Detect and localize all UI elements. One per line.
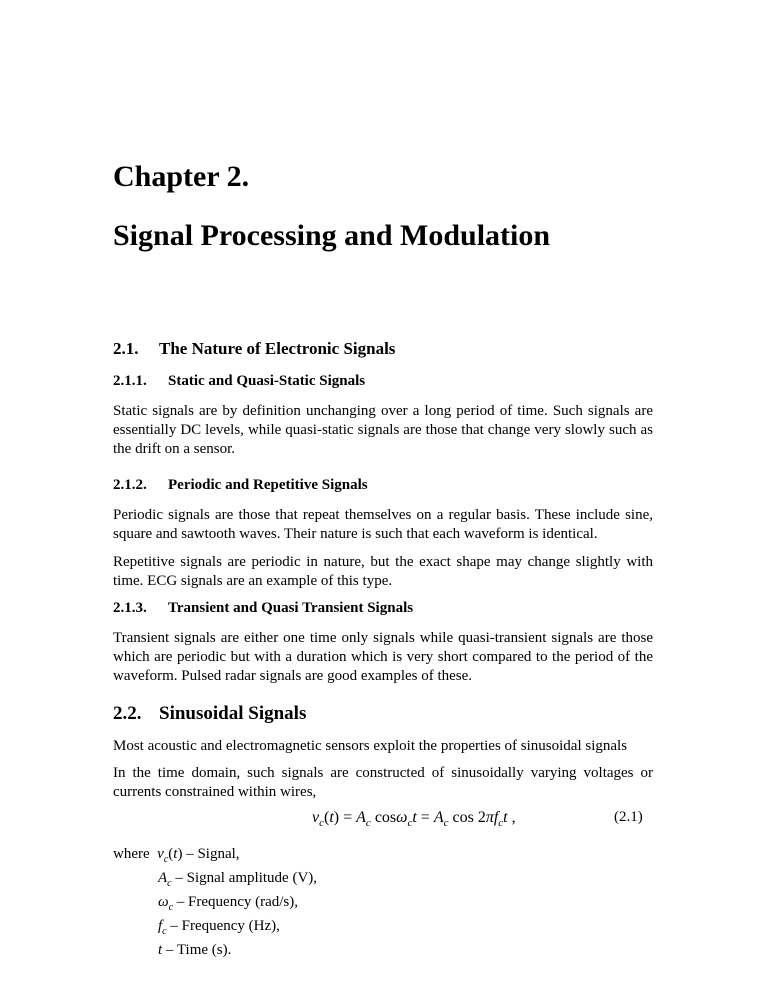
equation-expression: $v_c(t) = A_c$ $\cos\omega_ct = A_c$ $\cos 2\pi f_ct$ , (312, 809, 516, 830)
section-number: 2.1.1. (113, 373, 147, 389)
definition-text: – Frequency (rad/s), (173, 894, 299, 910)
chapter-title: Signal Processing and Modulation (113, 219, 551, 252)
definition-suffix: (t) (168, 846, 183, 862)
definition-symbol: v (157, 846, 164, 862)
section-number: 2.1.2. (113, 477, 147, 493)
section-title: Sinusoidal Signals (159, 703, 307, 724)
definition-subscript: c (167, 878, 172, 889)
variable-definitions (113, 845, 317, 960)
definition-row (113, 893, 317, 917)
definition-row (113, 941, 317, 960)
paragraph-sinusoidal-intro: Most acoustic and electromagnetic sensors exploit the properties of sinusoidal signals (113, 738, 628, 754)
definition-symbol: f (158, 918, 163, 934)
section-heading-2-1-2 (113, 478, 368, 493)
definition-subscript: c (168, 902, 174, 913)
paragraph-static-signals: Static signals are by definition unchanging over a long period of time. Such signals are essentially DC levels, while quasi-static signals are those that change very slowly such as the drift on a sensor. (113, 403, 653, 457)
equation-number: (2.1) (614, 809, 643, 825)
paragraph-periodic-signals: Periodic signals are those that repeat themselves on a regular basis. These include sine, square and sawtooth waves. Their nature is such that each waveform is identical. (113, 507, 653, 542)
definition-subscript: c (163, 854, 169, 865)
chapter-number: Chapter 2. (113, 160, 250, 193)
section-title: The Nature of Electronic Signals (159, 339, 396, 358)
section-heading-2-2 (113, 704, 306, 723)
definition-symbol: A (158, 870, 168, 886)
where-label: where (113, 846, 150, 862)
definition-subscript: c (162, 926, 167, 937)
paragraph-repetitive-signals: Repetitive signals are periodic in nature, but the exact shape may change slightly with time. ECG signals are an example of this type. (113, 554, 653, 589)
paragraph-time-domain: In the time domain, such signals are constructed of sinusoidally varying voltages or currents constrained within wires, (113, 765, 653, 800)
section-number: 2.1. (113, 339, 139, 358)
definition-symbol: ω (158, 894, 169, 910)
definition-row (113, 845, 317, 869)
definition-text: – Frequency (Hz), (166, 918, 280, 934)
section-heading-2-1-1 (113, 374, 365, 389)
definition-row (113, 869, 317, 893)
paragraph-transient-signals: Transient signals are either one time only signals while quasi-transient signals are those which are periodic but with a duration which is very short compared to the period of the waveform. Pulsed radar signals are good examples of these. (113, 630, 653, 684)
section-number: 2.1.3. (113, 600, 147, 616)
section-heading-2-1-3 (113, 601, 413, 616)
definition-text: – Time (s). (162, 942, 232, 958)
section-heading-2-1 (113, 340, 395, 357)
section-number: 2.2. (113, 703, 142, 724)
section-title: Transient and Quasi Transient Signals (168, 600, 414, 616)
definition-text: – Signal, (182, 846, 240, 862)
section-title: Static and Quasi-Static Signals (168, 373, 366, 389)
section-title: Periodic and Repetitive Signals (168, 477, 368, 493)
definition-row (113, 917, 317, 941)
definition-symbol: t (158, 942, 163, 958)
definition-text: – Signal amplitude (V), (171, 870, 318, 886)
